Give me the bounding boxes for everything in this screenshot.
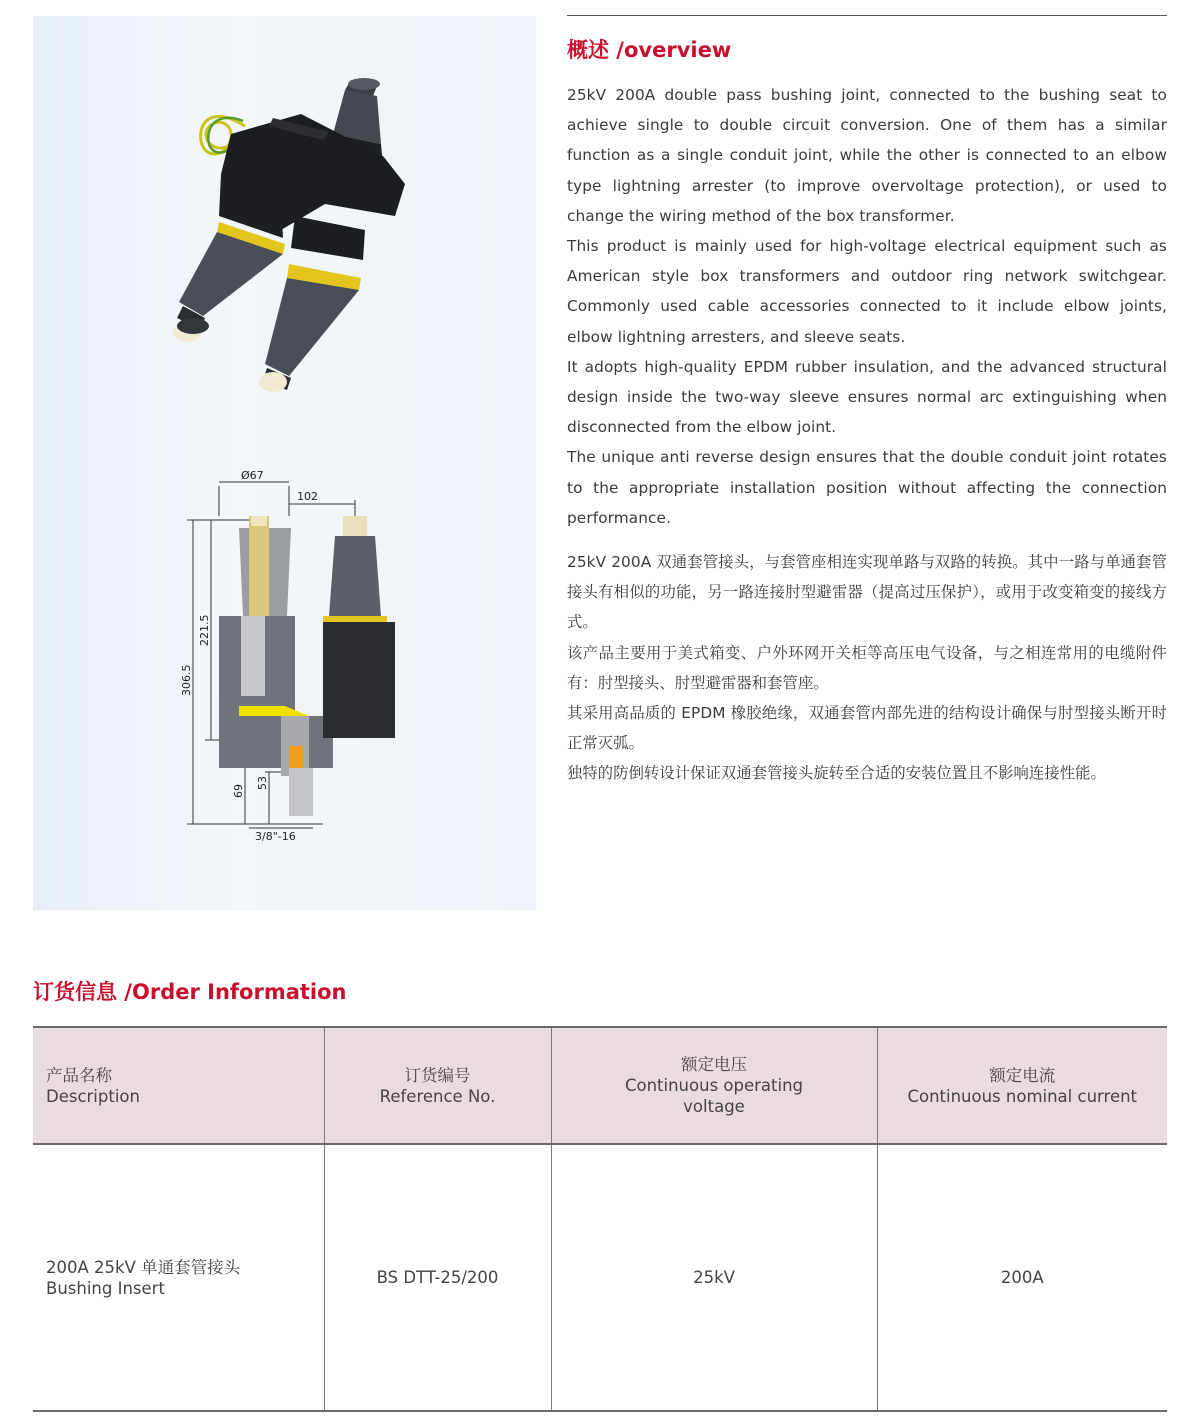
header-current	[877, 1027, 1167, 1144]
overview-paragraph-en: 25kV 200A double pass bushing joint, connected to the bushing seat to achieve single to double circuit conversion. One of them has a similar function as a single conduit joint, while the other is connected to an elbow type lightning arrester (to improve overvoltage protection), or used to change the wiring method of the box transformer.	[567, 86, 1167, 225]
overview-paragraph-en: This product is mainly used for high-voltage electrical equipment such as American style box transformers and outdoor ring network switchgear. Commonly used cable accessories connected to it include elbow joints, elbow lightning arresters, and sleeve seats.	[567, 237, 1167, 346]
header-en: Reference No.	[379, 1086, 496, 1106]
overview-paragraph-cn: 独特的防倒转设计保证双通套管接头旋转至合适的安装位置且不影响连接性能。	[567, 764, 1106, 783]
overview-paragraph-cn: 该产品主要用于美式箱变、户外环网开关柜等高压电气设备，与之相连常用的电缆附件有：肘型接头、肘型避雷器和套管座。	[567, 643, 1167, 692]
order-table-header-row	[33, 1027, 1167, 1144]
product-illustration	[33, 16, 536, 910]
cell-reference: BS DTT-25/200	[324, 1144, 551, 1411]
order-table	[33, 1026, 1167, 1412]
dim-stud-height: 53	[256, 776, 269, 790]
header-voltage	[551, 1027, 877, 1144]
overview-paragraph-cn: 25kV 200A 双通套管接头，与套管座相连实现单路与双路的转换。其中一路与单通套管接头有相似的功能，另一路连接肘型避雷器（提高过压保护），或用于改变箱变的接线方式。	[567, 553, 1167, 632]
order-info-title: 订货信息 /Order Information	[33, 980, 347, 1004]
header-reference	[324, 1027, 551, 1144]
cell-voltage: 25kV	[551, 1144, 877, 1411]
overview-paragraph-cn: 其采用高品质的 EPDM 橡胶绝缘，双通套管内部先进的结构设计确保与肘型接头断开时正常灭弧。	[567, 704, 1167, 753]
header-description	[33, 1027, 324, 1144]
product-photo	[173, 78, 405, 392]
dim-spacing: 102	[297, 490, 318, 503]
header-en: Continuous operating	[624, 1076, 804, 1095]
overview-paragraph-en: The unique anti reverse design ensures that the double conduit joint rotates to the appropriate installation position without affecting the connection performance.	[567, 448, 1167, 527]
header-cn: 产品名称	[46, 1065, 112, 1085]
dim-diameter: Ø67	[241, 469, 264, 482]
overview-title: 概述 /overview	[567, 38, 732, 62]
header-cn: 额定电压	[681, 1055, 747, 1074]
top-divider	[567, 15, 1167, 16]
product-image-panel	[33, 16, 536, 910]
header-cn: 订货编号	[404, 1065, 471, 1085]
dim-total-height: 306.5	[180, 664, 193, 696]
table-row	[33, 1144, 1167, 1411]
overview-body	[567, 80, 1167, 789]
cell-description	[33, 1144, 324, 1411]
header-cn: 额定电流	[989, 1065, 1056, 1085]
header-en: voltage	[683, 1097, 745, 1116]
dim-lower-height: 69	[232, 784, 245, 798]
dim-thread: 3/8"-16	[255, 830, 296, 843]
dim-upper-height: 221.5	[198, 614, 211, 646]
dimension-drawing	[180, 469, 395, 843]
description-en: Bushing Insert	[46, 1278, 165, 1298]
overview-paragraph-en: It adopts high-quality EPDM rubber insulation, and the advanced structural design inside the two-way sleeve ensures normal arc extinguishing when disconnected from the elbow joint.	[567, 357, 1167, 437]
cell-current: 200A	[1000, 1268, 1044, 1287]
description-cn: 200A 25kV 单通套管接头	[46, 1257, 241, 1277]
header-en: Continuous nominal current	[907, 1086, 1138, 1106]
header-en: Description	[46, 1086, 140, 1106]
